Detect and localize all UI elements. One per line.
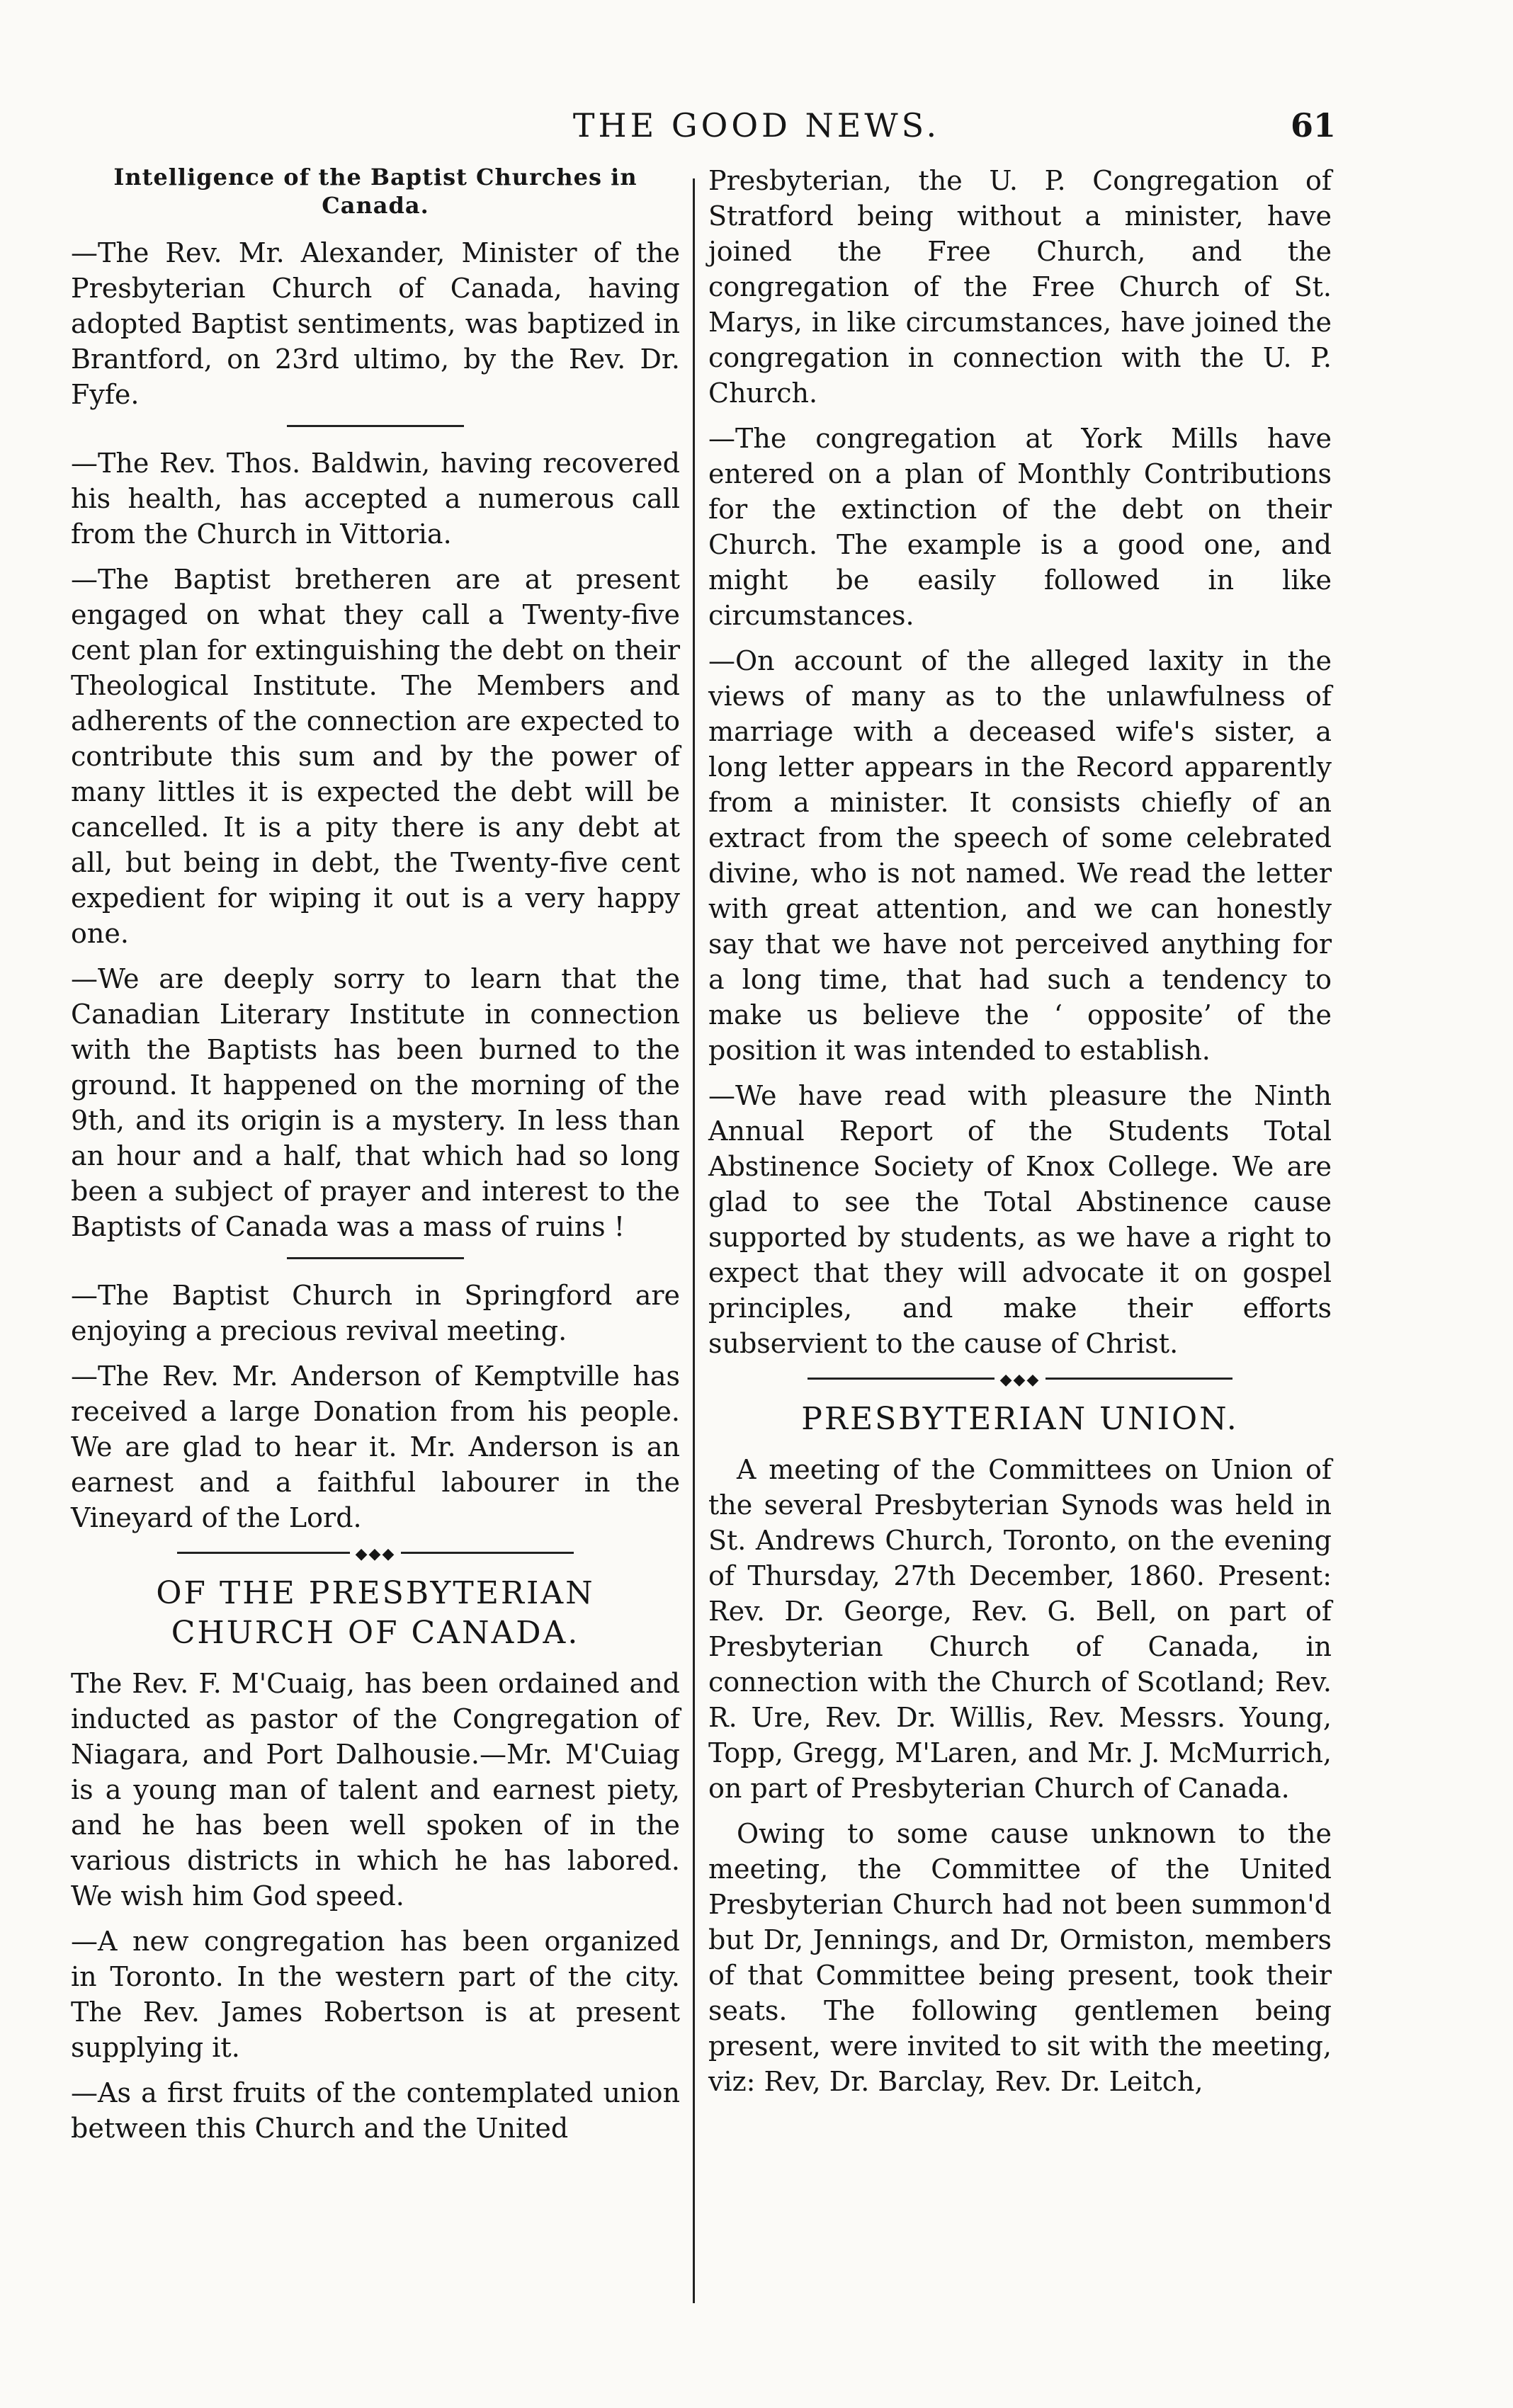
article-paragraph: —The Rev. Thos. Baldwin, having recovered his health, has accepted a numerous call from the Church in Vittoria.	[71, 448, 680, 550]
article-paragraph: —As a first fruits of the contemplated union between this Church and the United	[71, 2077, 680, 2144]
article-paragraph: —The Baptist bretheren are at present engaged on what they call a Twenty-five cent plan for extinguishing the debt on their Theological Institute. The Members and adherents of the connection are expected to contribute this sum and by the power of many littles it is expected the debt will be cancelled. It is a pity there is any debt at all, but being in debt, the Twenty-five cent expedient for wiping it out is a very happy one.	[71, 564, 680, 949]
article-paragraph: —We are deeply sorry to learn that the Canadian Literary Institute in connection with the Baptists has been burned to the ground. It happened on the morning of the 9th, and its origin is a mystery. In less than an hour and a half, that which had so long been a subject of prayer and interest to the Baptists of Canada was a mass of ruins !	[71, 963, 680, 1242]
section-heading-presbyterian-union: PRESBYTERIAN UNION.	[801, 1401, 1239, 1437]
column-divider	[693, 178, 695, 2303]
ornamental-separator: ◆◆◆	[708, 1371, 1332, 1385]
page-header	[0, 106, 1513, 156]
article-paragraph: —The Rev. Mr. Anderson of Kemptville has received a large Donation from his people. We are glad to hear it. Mr. Anderson is an earnest and a faithful labourer in the Vineyard of the Lord.	[71, 1361, 680, 1533]
article-paragraph: A meeting of the Committees on Union of the several Presbyterian Synods was held in St. Andrews Church, Toronto, on the evening of Thursday, 27th December, 1860. Present: Rev. Dr. George, Rev. G. Bell, on part of Presbyterian Church of Canada, in connection with the Church of Scotland; Rev. R. Ure, Rev. Dr. Willis, Rev. Messrs. Young, Topp, Gregg, M'Laren, and Mr. J. McMurrich, on part of Presbyterian Church of Canada.	[708, 1454, 1332, 1804]
left-column	[71, 163, 680, 2156]
separator-rule	[287, 425, 464, 427]
article-paragraph: —The congregation at York Mills have entered on a plan of Monthly Contributions for the extinction of the debt on their Church. The example is a good one, and might be easily followed in like circumstances.	[708, 423, 1332, 631]
article-paragraph: —A new congregation has been organized in Toronto. In the western part of the city. The Rev. James Robertson is at present supplying it.	[71, 1926, 680, 2063]
article-paragraph: —The Rev. Mr. Alexander, Minister of the Presbyterian Church of Canada, having adopted Baptist sentiments, was baptized in Brantford, on 23rd ultimo, by the Rev. Dr. Fyfe.	[71, 237, 680, 410]
article-paragraph: The Rev. F. M'Cuaig, has been ordained and inducted as pastor of the Congregation of Niagara, and Port Dalhousie.—Mr. M'Cuiag is a young man of talent and earnest piety, and he has been well spoken of in the various districts in which he has labored. We wish him God speed.	[71, 1668, 680, 1912]
article-paragraph: —On account of the alleged laxity in the views of many as to the unlawfulness of marriage with a deceased wife's sister, a long letter appears in the Record apparently from a minister. It consists chiefly of an extract from the speech of some celebrated divine, who is not named. We read the letter with great attention, and we can honestly say that we have not perceived anything for a long time, that had such a tendency to make us believe the ‘ opposite’ of the position it was intended to establish.	[708, 645, 1332, 1066]
right-column	[708, 163, 1332, 2109]
section-heading-presbyterian-church: OF THE PRESBYTERIAN CHURCH OF CANADA.	[156, 1575, 595, 1651]
page-number: 61	[1290, 106, 1336, 144]
section-heading-baptist: Intelligence of the Baptist Churches in Canada.	[113, 164, 638, 219]
ornamental-separator: ◆◆◆	[71, 1545, 680, 1560]
article-paragraph: —The Baptist Church in Springford are enjoying a precious revival meeting.	[71, 1280, 680, 1346]
article-paragraph: Presbyterian, the U. P. Congregation of Stratford being without a minister, have joined the Free Church, and the congregation of the Free Church of St. Marys, in like circumstances, have joined the congregation in connection with the U. P. Church.	[708, 165, 1332, 409]
running-title: THE GOOD NEWS.	[572, 106, 941, 144]
article-paragraph: Owing to some cause unknown to the meeting, the Committee of the United Presbyterian Church had not been summon'd but Dr, Jennings, and Dr, Ormiston, members of that Committee being present, took their seats. The following gentlemen being present, were invited to sit with the meeting, viz: Rev, Dr. Barclay, Rev. Dr. Leitch,	[708, 1818, 1332, 2097]
article-paragraph: —We have read with pleasure the Ninth Annual Report of the Students Total Abstinence Society of Knox College. We are glad to see the Total Abstinence cause supported by students, as we have a right to expect that they will advocate it on gospel principles, and make their efforts subservient to the cause of Christ.	[708, 1080, 1332, 1359]
separator-rule	[287, 1257, 464, 1259]
